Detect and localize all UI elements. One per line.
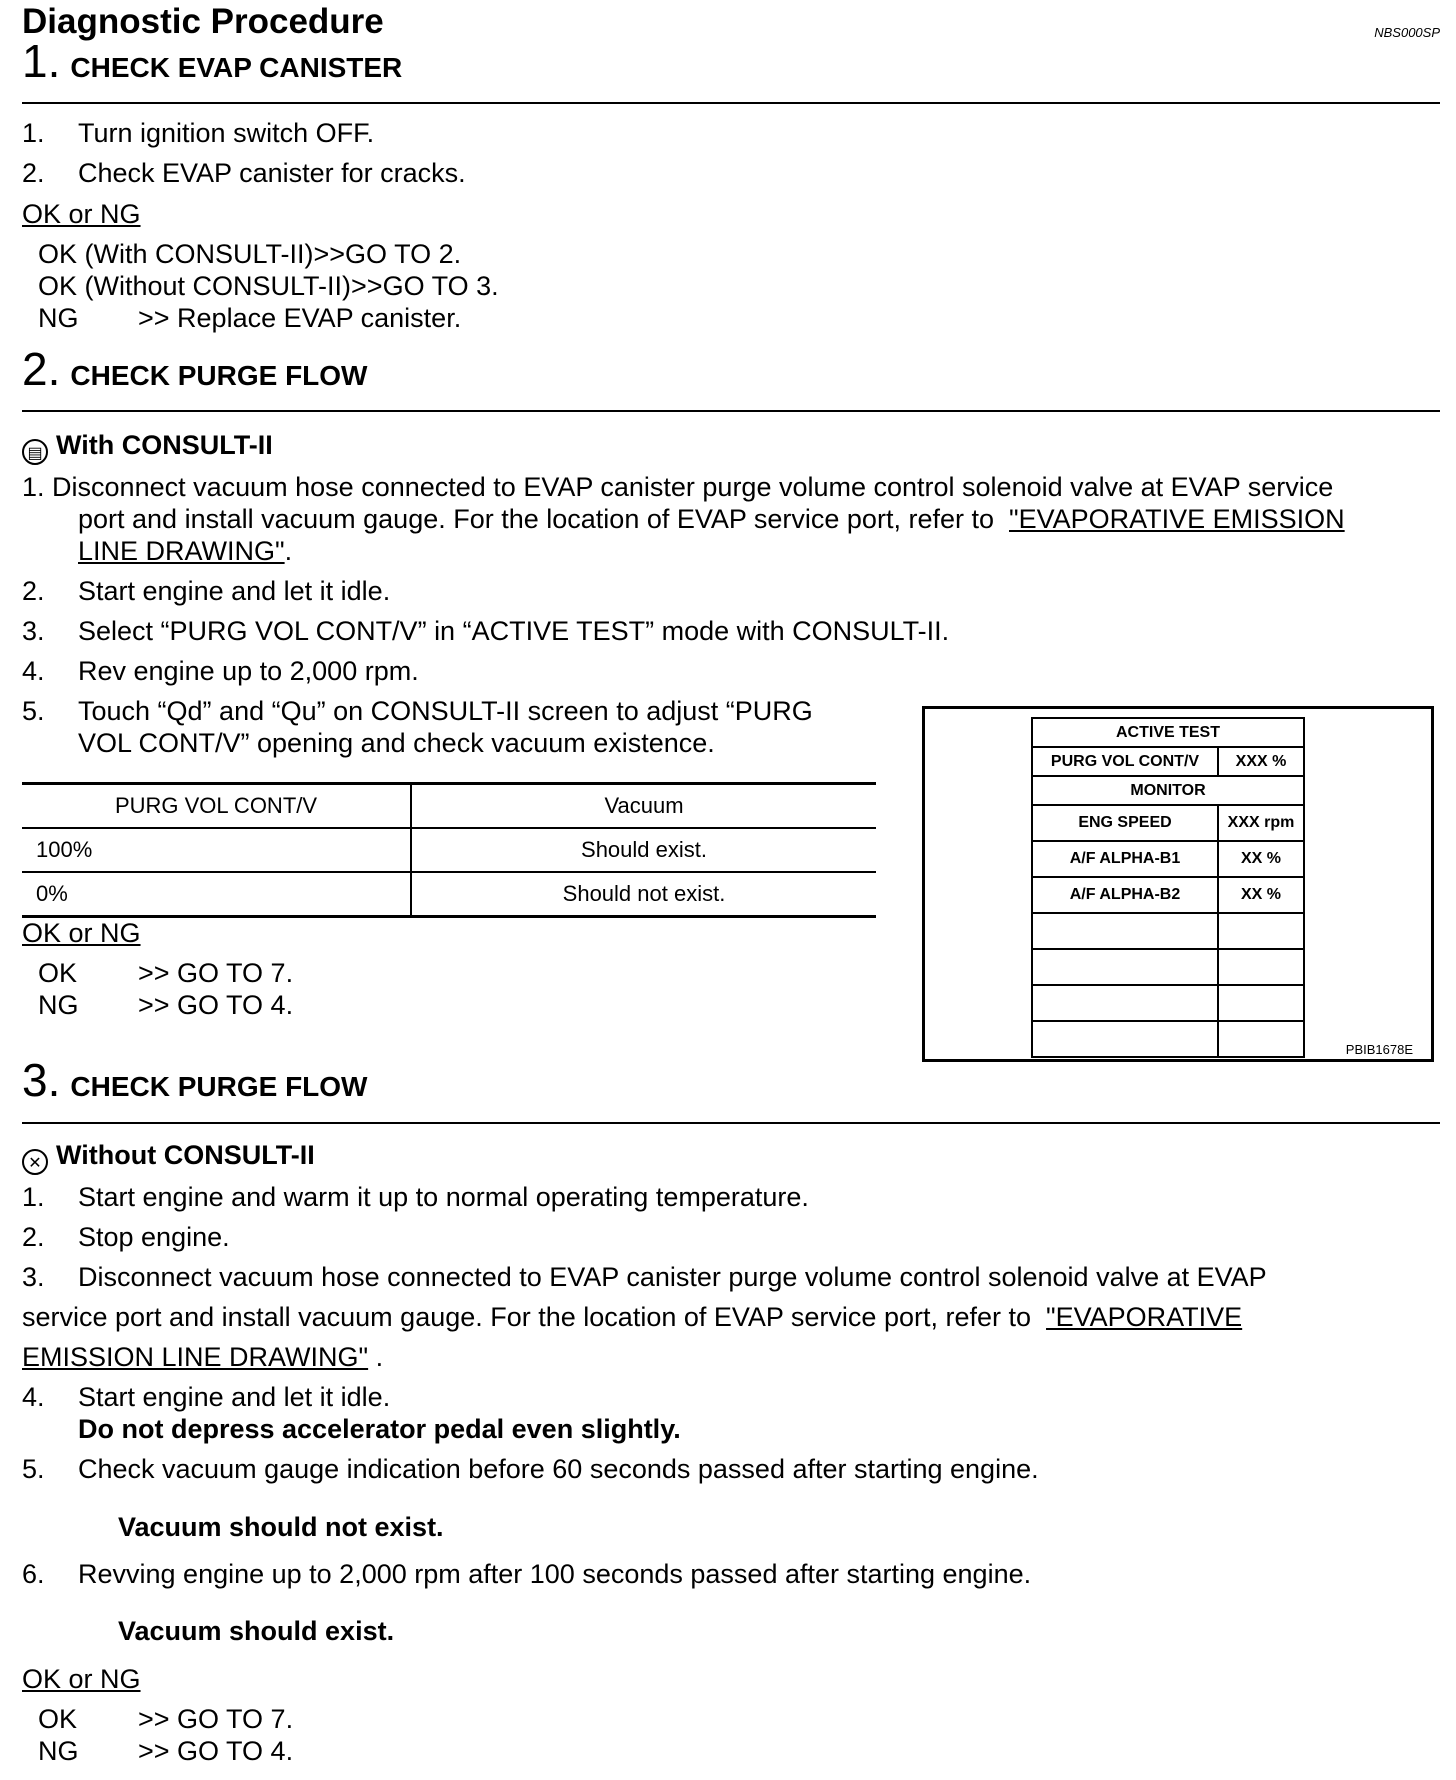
list-item-continuation: LINE DRAWING".: [78, 536, 293, 566]
result-line: NG >> GO TO 4.: [38, 990, 294, 1020]
evap-drawing-link[interactable]: "EVAPORATIVE EMISSION: [1009, 504, 1345, 534]
spec-text: Vacuum should not exist.: [118, 1512, 444, 1542]
purg-vol-value: XXX %: [1218, 747, 1304, 776]
evap-drawing-link[interactable]: EMISSION LINE DRAWING": [22, 1342, 369, 1372]
list-item: 2. Stop engine.: [22, 1222, 230, 1252]
list-item: 2. Start engine and let it idle.: [22, 576, 391, 606]
list-item-continuation: port and install vacuum gauge. For the location of EVAP service port, refer to "EVAPORATIVE EMISSION: [78, 504, 1345, 534]
purg-vol-label: PURG VOL CONT/V: [1032, 747, 1218, 776]
empty-cell: [1218, 1021, 1304, 1057]
empty-cell: [1218, 913, 1304, 949]
list-item: 3. Select “PURG VOL CONT/V” in “ACTIVE TEST” mode with CONSULT-II.: [22, 616, 950, 646]
monitor-label: ENG SPEED: [1032, 805, 1218, 841]
mode-label: ▤ With CONSULT-II: [22, 428, 273, 465]
step-title: CHECK PURGE FLOW: [70, 360, 368, 391]
empty-cell: [1032, 949, 1218, 985]
no-consult-icon: ✕: [22, 1149, 48, 1175]
step-number: 3.: [22, 1054, 61, 1106]
table-row: [22, 872, 876, 917]
list-item: 4. Rev engine up to 2,000 rpm.: [22, 656, 419, 686]
page-title: Diagnostic Procedure: [22, 2, 384, 41]
table-cell: 100%: [22, 828, 411, 872]
warning-text: Do not depress accelerator pedal even slightly.: [78, 1414, 681, 1444]
step-title: CHECK EVAP CANISTER: [70, 52, 403, 83]
ok-or-ng-label: OK or NG: [22, 1664, 141, 1694]
monitor-value: XX %: [1218, 877, 1304, 913]
list-item: 5. Check vacuum gauge indication before 60 seconds passed after starting engine.: [22, 1454, 1039, 1484]
empty-cell: [1032, 1021, 1218, 1057]
step-3-heading: [22, 1055, 367, 1105]
evap-drawing-link[interactable]: "EVAPORATIVE: [1046, 1302, 1243, 1332]
document-code: NBS000SP: [1374, 25, 1440, 40]
list-item: 1. Start engine and warm it up to normal operating temperature.: [22, 1182, 809, 1212]
ok-or-ng-label: OK or NG: [22, 918, 141, 948]
list-item: 4. Start engine and let it idle.: [22, 1382, 391, 1412]
list-item: 3. Disconnect vacuum hose connected to EVAP canister purge volume control solenoid valve at EVAP: [22, 1262, 1267, 1292]
step-1-heading: [22, 36, 402, 86]
table-row: [22, 828, 876, 872]
divider: [22, 410, 1440, 412]
result-line: OK >> GO TO 7.: [38, 958, 294, 988]
list-item-continuation: EMISSION LINE DRAWING" .: [22, 1342, 384, 1372]
purge-vacuum-table: [22, 782, 876, 918]
step-number: 2.: [22, 343, 61, 395]
list-item-continuation: VOL CONT/V” opening and check vacuum existence.: [78, 728, 715, 758]
figure-code: PBIB1678E: [1345, 1042, 1413, 1057]
table-cell: Should exist.: [411, 828, 876, 872]
monitor-value: XX %: [1218, 841, 1304, 877]
result-line: OK (With CONSULT-II)>>GO TO 2.: [38, 239, 462, 269]
empty-cell: [1032, 913, 1218, 949]
divider: [22, 102, 1440, 104]
result-line: OK (Without CONSULT-II)>>GO TO 3.: [38, 271, 499, 301]
step-title: CHECK PURGE FLOW: [70, 1071, 368, 1102]
result-line: NG >> GO TO 4.: [38, 1736, 294, 1766]
empty-cell: [1032, 985, 1218, 1021]
monitor-label: A/F ALPHA-B2: [1032, 877, 1218, 913]
step-number: 1.: [22, 35, 61, 87]
list-item: 1. Disconnect vacuum hose connected to EVAP canister purge volume control solenoid valve at EVAP service: [22, 472, 1334, 502]
step-2-heading: [22, 344, 367, 394]
list-item-continuation: service port and install vacuum gauge. For the location of EVAP service port, refer to "EVAPORATIVE: [22, 1302, 1243, 1332]
result-line: OK >> GO TO 7.: [38, 1704, 294, 1734]
monitor-value: XXX rpm: [1218, 805, 1304, 841]
empty-cell: [1218, 949, 1304, 985]
list-item: 6. Revving engine up to 2,000 rpm after 100 seconds passed after starting engine.: [22, 1559, 1032, 1589]
divider: [22, 1122, 1440, 1124]
monitor-label: A/F ALPHA-B1: [1032, 841, 1218, 877]
spec-text: Vacuum should exist.: [118, 1616, 395, 1646]
empty-cell: [1218, 985, 1304, 1021]
evap-drawing-link[interactable]: LINE DRAWING": [78, 536, 285, 566]
consult-icon: ▤: [22, 439, 48, 465]
consult-screen-figure: [922, 706, 1434, 1062]
table-header-row: [22, 784, 876, 829]
list-item: 1. Turn ignition switch OFF.: [22, 118, 375, 148]
list-item: 2. Check EVAP canister for cracks.: [22, 158, 466, 188]
consult-active-test-screen: [1031, 717, 1305, 1058]
ok-or-ng-label: OK or NG: [22, 199, 141, 229]
table-header: PURG VOL CONT/V: [22, 784, 411, 829]
result-line: NG >> Replace EVAP canister.: [38, 303, 462, 333]
table-header: Vacuum: [411, 784, 876, 829]
mode-label: ✕ Without CONSULT-II: [22, 1138, 315, 1175]
active-test-title: ACTIVE TEST: [1032, 718, 1304, 747]
monitor-title: MONITOR: [1032, 776, 1304, 805]
list-item: 5. Touch “Qd” and “Qu” on CONSULT-II screen to adjust “PURG: [22, 696, 813, 726]
table-cell: 0%: [22, 872, 411, 917]
table-cell: Should not exist.: [411, 872, 876, 917]
